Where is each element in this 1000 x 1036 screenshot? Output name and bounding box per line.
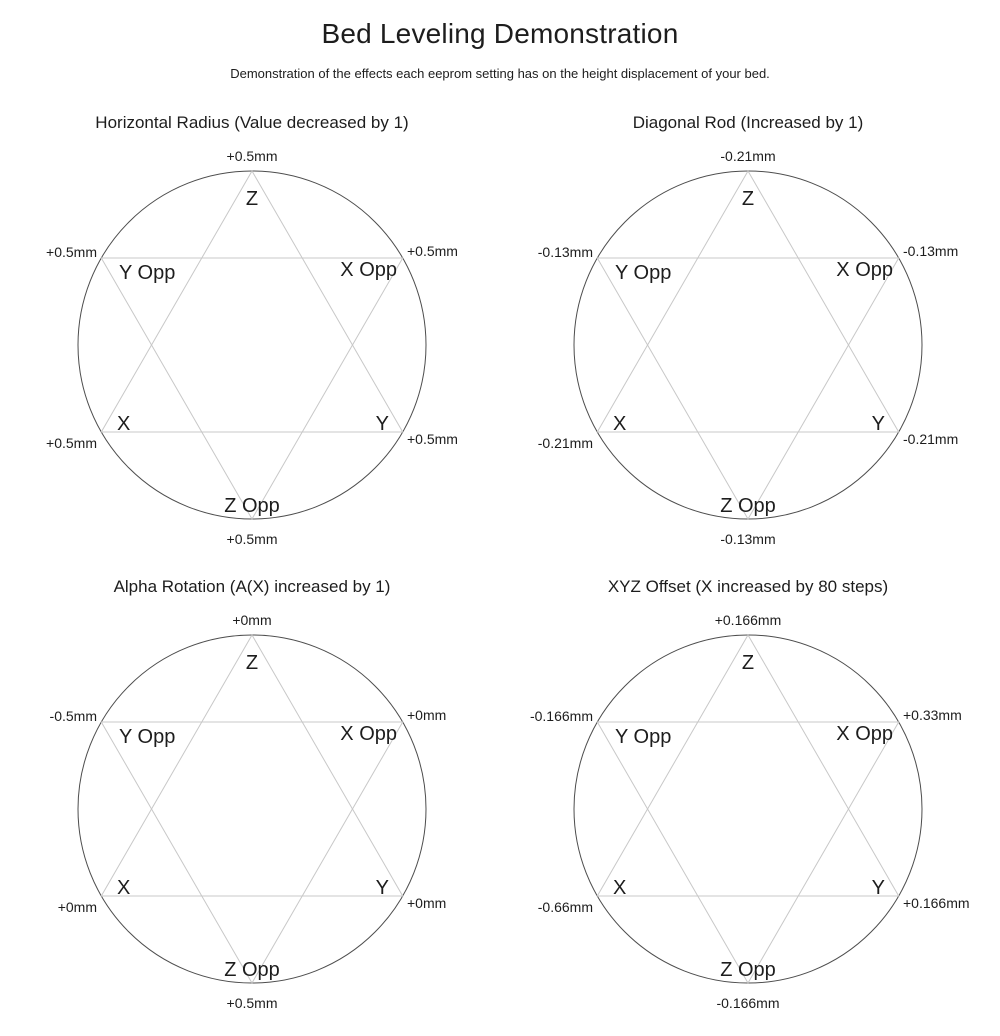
tower-label-y-opp: Y Opp	[615, 262, 672, 284]
panel-title: Diagonal Rod (Increased by 1)	[632, 113, 864, 132]
value-lower-left: +0mm	[57, 899, 97, 915]
tower-label-z-opp: Z Opp	[720, 495, 776, 517]
bed-diagram-horizontal-radius	[7, 135, 497, 559]
bed-diagram-alpha-rotation	[7, 599, 497, 1023]
tower-label-z: Z	[245, 188, 259, 210]
bed-circle	[78, 171, 426, 519]
value-bottom: +0.5mm	[226, 531, 278, 547]
value-upper-right: -0.13mm	[903, 243, 959, 259]
tower-label-y-opp: Y Opp	[615, 726, 672, 748]
bed-circle	[78, 635, 426, 983]
page-title: Bed Leveling Demonstration	[321, 18, 679, 49]
value-lower-left: -0.21mm	[537, 435, 593, 451]
panel-title: Horizontal Radius (Value decreased by 1)	[95, 113, 409, 132]
value-top: -0.21mm	[720, 148, 776, 164]
value-upper-left: +0.5mm	[46, 244, 97, 260]
value-upper-right: +0.33mm	[903, 707, 962, 723]
value-lower-right: +0.166mm	[903, 895, 970, 911]
star-triangle-up	[101, 635, 402, 896]
panel-title: XYZ Offset (X increased by 80 steps)	[607, 577, 889, 596]
tower-label-x-opp: X Opp	[340, 723, 397, 745]
star-triangle-down	[597, 258, 898, 519]
value-top: +0.166mm	[714, 612, 782, 628]
star-triangle-down	[597, 722, 898, 983]
value-upper-left: -0.166mm	[529, 708, 593, 724]
star-triangle-up	[597, 171, 898, 432]
panel-title: Alpha Rotation (A(X) increased by 1)	[113, 577, 391, 596]
tower-label-y-opp: Y Opp	[119, 262, 176, 284]
star-triangle-up	[597, 635, 898, 896]
tower-label-y: Y	[375, 877, 389, 899]
tower-label-y: Y	[871, 413, 885, 435]
star-triangle-up	[101, 171, 402, 432]
tower-label-x-opp: X Opp	[836, 259, 893, 281]
bed-circle	[574, 635, 922, 983]
panel-diagonal-rod	[503, 111, 993, 559]
tower-label-y-opp: Y Opp	[119, 726, 176, 748]
tower-label-x-opp: X Opp	[836, 723, 893, 745]
diagram-grid	[0, 111, 1000, 1023]
panel-horizontal-radius	[7, 111, 497, 559]
tower-label-z-opp: Z Opp	[224, 959, 280, 981]
value-lower-right: +0.5mm	[407, 431, 458, 447]
value-bottom: -0.166mm	[716, 995, 780, 1011]
value-upper-right: +0mm	[407, 707, 447, 723]
tower-label-z: Z	[741, 652, 755, 674]
tower-label-y: Y	[871, 877, 885, 899]
star-triangle-down	[101, 258, 402, 519]
tower-label-x: X	[613, 877, 627, 899]
tower-label-y: Y	[375, 413, 389, 435]
value-upper-left: -0.13mm	[537, 244, 593, 260]
star-triangle-down	[101, 722, 402, 983]
page-subtitle: Demonstration of the effects each eeprom setting has on the height displacement of your bed.	[230, 66, 770, 81]
value-lower-left: +0.5mm	[46, 435, 97, 451]
value-upper-left: -0.5mm	[49, 708, 97, 724]
value-lower-right: +0mm	[407, 895, 447, 911]
panel-xyz-offset	[503, 575, 993, 1023]
page-header	[0, 0, 1000, 81]
tower-label-x: X	[613, 413, 627, 435]
value-top: +0.5mm	[226, 148, 278, 164]
tower-label-z-opp: Z Opp	[720, 959, 776, 981]
tower-label-x: X	[117, 877, 131, 899]
value-top: +0mm	[232, 612, 272, 628]
value-bottom: -0.13mm	[720, 531, 776, 547]
tower-label-z: Z	[245, 652, 259, 674]
tower-label-x: X	[117, 413, 131, 435]
tower-label-x-opp: X Opp	[340, 259, 397, 281]
bed-diagram-xyz-offset	[503, 599, 993, 1023]
tower-label-z: Z	[741, 188, 755, 210]
bed-circle	[574, 171, 922, 519]
value-upper-right: +0.5mm	[407, 243, 458, 259]
value-lower-right: -0.21mm	[903, 431, 959, 447]
value-bottom: +0.5mm	[226, 995, 278, 1011]
panel-alpha-rotation	[7, 575, 497, 1023]
tower-label-z-opp: Z Opp	[224, 495, 280, 517]
value-lower-left: -0.66mm	[537, 899, 593, 915]
bed-diagram-diagonal-rod	[503, 135, 993, 559]
